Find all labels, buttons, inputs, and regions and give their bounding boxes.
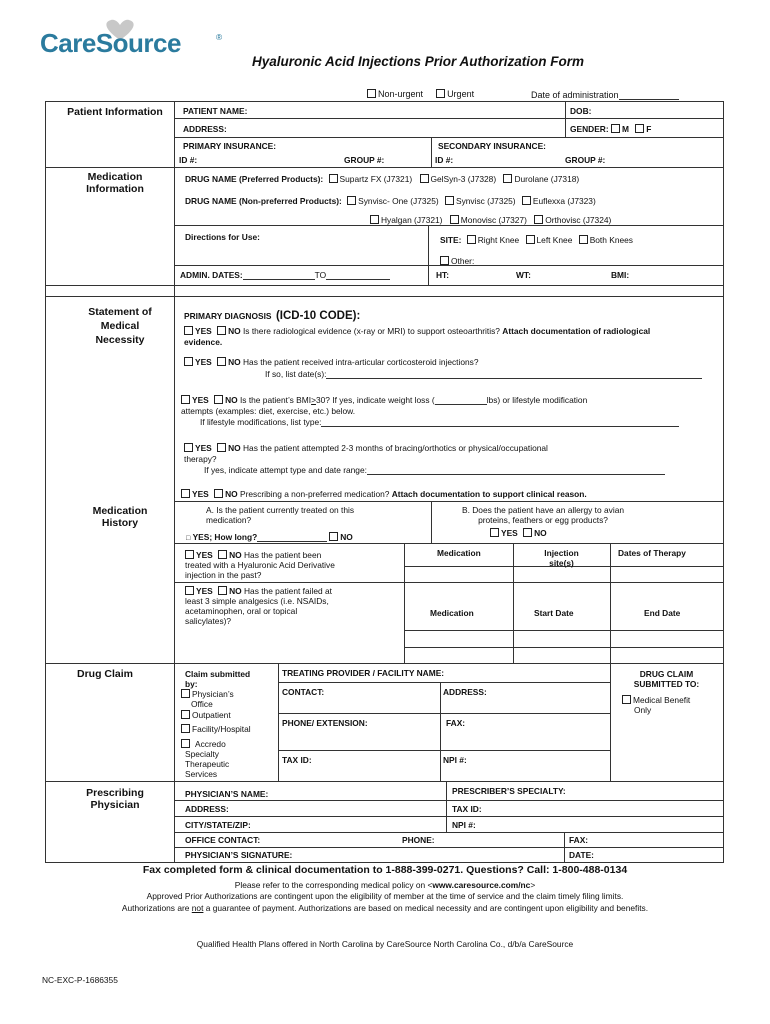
physician-office-line2: Office: [191, 699, 213, 709]
question-non-preferred: [181, 489, 587, 499]
gender-m-label: M: [621, 124, 629, 134]
question-bmi: [181, 395, 587, 405]
history-d-no-checkbox[interactable]: [218, 586, 227, 595]
non-preferred-products-row-2: [370, 215, 611, 225]
question-bracing: [184, 443, 548, 453]
history-col-dates-of-therapy: Dates of Therapy: [618, 548, 686, 558]
physician-office-line1: Physician’s: [192, 689, 234, 699]
necessity-label-line3: Necessity: [95, 334, 145, 346]
history-a-line2: medication?: [206, 515, 252, 525]
history-col-end-date: End Date: [644, 608, 681, 618]
admin-date-from-input[interactable]: [243, 270, 315, 280]
directions-for-use-field[interactable]: Directions for Use:: [185, 232, 260, 242]
history-question-c: [185, 550, 335, 580]
gender-f-checkbox[interactable]: [635, 124, 644, 133]
q3-no-label: NO: [225, 395, 238, 405]
q4-sub-label: If yes, indicate attempt type and date range:: [204, 465, 367, 475]
claim-facility-option: [181, 724, 251, 734]
urgent-label: Urgent: [447, 89, 475, 99]
q2-text: Has the patient received intra-articular corticosteroid injections?: [242, 357, 479, 367]
site-other-label: Other:: [451, 256, 475, 266]
physician-signature-field[interactable]: PHYSICIAN’S SIGNATURE:: [185, 850, 293, 860]
prescriber-specialty-field[interactable]: PRESCRIBER’S SPECIALTY:: [452, 786, 566, 796]
history-question-d: [185, 586, 332, 626]
q3-no-checkbox[interactable]: [214, 395, 223, 404]
medical-benefit-checkbox[interactable]: [622, 695, 631, 704]
medical-benefit-line2: Only: [634, 705, 652, 715]
claim-tax-id-field[interactable]: TAX ID:: [282, 755, 312, 765]
q1-text: Is there radiological evidence (x-ray or MRI) to support osteoarthritis?: [242, 326, 500, 336]
q3-yes-label: YES: [192, 395, 209, 405]
history-a-yes-label: YES; How long?: [192, 532, 258, 542]
history-a-answer-row: [186, 532, 353, 542]
q1-no-label: NO: [228, 326, 241, 336]
orthovisc-checkbox[interactable]: [534, 215, 543, 224]
q5-attach-text: Attach documentation to support clinical reason.: [391, 489, 587, 499]
primary-insurance-field[interactable]: PRIMARY INSURANCE:: [183, 141, 277, 151]
patient-name-field[interactable]: PATIENT NAME:: [183, 106, 248, 116]
q3-text-d: attempts (examples: diet, exercise, etc.) below.: [181, 406, 356, 416]
drug-claim-submitted-to: [610, 669, 723, 689]
history-a-no-checkbox[interactable]: [329, 532, 338, 541]
history-c-line3: injection in the past?: [185, 570, 262, 580]
admin-dates-to-label: TO: [314, 270, 327, 280]
section-prescribing-physician: Prescribing Physician: [86, 787, 144, 811]
logo-text: CareSource: [40, 28, 181, 58]
urgent-checkbox[interactable]: [436, 89, 445, 98]
site-other-checkbox[interactable]: [440, 256, 449, 265]
durolane-checkbox[interactable]: [503, 174, 512, 183]
synvisc-checkbox[interactable]: [445, 196, 454, 205]
q5-yes-checkbox[interactable]: [181, 489, 190, 498]
history-col-start-date: Start Date: [534, 608, 574, 618]
history-b-yes-label: YES: [501, 528, 518, 538]
medical-policy-reference: [0, 880, 770, 890]
medical-benefit-option: [622, 695, 690, 715]
history-c-yes-checkbox[interactable]: [185, 550, 194, 559]
section-patient-information: Patient Information: [67, 106, 163, 118]
accredo-line3: Therapeutic: [185, 759, 230, 769]
q5-no-label: NO: [225, 489, 238, 499]
treating-provider-field[interactable]: TREATING PROVIDER / FACILITY NAME:: [282, 668, 445, 678]
signature-date-field[interactable]: DATE:: [569, 850, 594, 860]
urgency-row: [367, 89, 474, 99]
auth-text-a: Authorizations are: [121, 903, 192, 913]
q4-no-label: NO: [228, 443, 241, 453]
facility-label: Facility/Hospital: [192, 724, 251, 734]
history-a-line1: A. Is the patient currently treated on this: [206, 505, 355, 515]
euflexxa-label: Euflexxa (J7323): [532, 196, 596, 206]
form-code: NC-EXC-P-1686355: [42, 975, 118, 985]
medical-benefit-line1: Medical Benefit: [633, 695, 691, 705]
non-urgent-checkbox[interactable]: [367, 89, 376, 98]
gender-f-label: F: [646, 124, 652, 134]
supartz-label: Supartz FX (J7321): [339, 174, 413, 184]
prescriber-city-state-zip-field[interactable]: CITY/STATE/ZIP:: [185, 820, 251, 830]
section-medication-history: Medication History: [92, 505, 148, 529]
history-c-yes-label: YES: [196, 550, 213, 560]
injection-site-line2: site(s): [549, 558, 574, 568]
right-knee-checkbox[interactable]: [467, 235, 476, 244]
left-knee-checkbox[interactable]: [526, 235, 535, 244]
history-a-yes-checkbox[interactable]: □: [186, 535, 191, 542]
hyalgan-label: Hyalgan (J7321): [381, 215, 443, 225]
payment-guarantee-note: [0, 903, 770, 913]
gender-label: GENDER:: [570, 124, 609, 134]
q2-no-checkbox[interactable]: [217, 357, 226, 366]
q2-no-label: NO: [228, 357, 241, 367]
durolane-label: Durolane (J7318): [514, 174, 580, 184]
claim-outpatient-option: [181, 710, 231, 720]
non-preferred-products-label: DRUG NAME (Non-preferred Products):: [185, 196, 342, 206]
refer-text-end: >: [530, 880, 536, 890]
secondary-id-field[interactable]: ID #:: [435, 155, 454, 165]
greater-equal-symbol: >: [311, 395, 316, 405]
q5-no-checkbox[interactable]: [214, 489, 223, 498]
prescriber-fax-field[interactable]: FAX:: [569, 835, 589, 845]
date-of-administration: [531, 89, 679, 100]
q1-yes-checkbox[interactable]: [184, 326, 193, 335]
approved-authorizations-note: Approved Prior Authorizations are contingent upon the eligibility of member at the time of service and the claim timely filing limits.: [146, 891, 624, 901]
fax-instructions: Fax completed form & clinical documentation to 1-888-399-0271. Questions? Call: 1-800-488-0134: [142, 864, 628, 876]
history-d-yes-checkbox[interactable]: [185, 586, 194, 595]
claim-submitted-by: [185, 669, 250, 689]
section-drug-claim: Drug Claim: [76, 668, 133, 680]
history-c-no-checkbox[interactable]: [218, 550, 227, 559]
history-c-line2: treated with a Hyaluronic Acid Derivative: [185, 560, 335, 570]
q4-text-b: therapy?: [184, 454, 217, 464]
facility-checkbox[interactable]: [181, 724, 190, 733]
auth-text-b: a guarantee of payment. Authorizations are based on medical necessity and are contingent upon eligibility and benefits.: [203, 903, 649, 913]
qualified-health-plans-note: Qualified Health Plans offered in North Carolina by CareSource North Carolina Co., d/b/a CareSource: [196, 939, 574, 949]
history-c-no-label: NO: [229, 550, 242, 560]
section-medication-information: Medication Information: [86, 171, 144, 195]
q3-text-c: lbs) or lifestyle modification: [486, 395, 588, 405]
history-col-medication: Medication: [437, 548, 481, 558]
q1-attach-text: Attach documentation of radiological evidence.: [184, 326, 651, 347]
admin-date-to-input[interactable]: [326, 270, 390, 280]
history-d-line1: Has the patient failed at: [243, 586, 332, 596]
euflexxa-checkbox[interactable]: [522, 196, 531, 205]
history-d-line4: salicylates)?: [185, 616, 232, 626]
non-urgent-label: Non-urgent: [378, 89, 424, 99]
q4-text: Has the patient attempted 2-3 months of bracing/orthotics or physical/occupational: [242, 443, 548, 453]
q4-no-checkbox[interactable]: [217, 443, 226, 452]
q1-no-checkbox[interactable]: [217, 326, 226, 335]
site-row: [440, 235, 633, 245]
history-question-b: [462, 505, 624, 525]
supartz-checkbox[interactable]: [329, 174, 338, 183]
history-col-injection-site: [513, 548, 610, 568]
weight-field[interactable]: WT:: [516, 270, 531, 280]
auth-text-not: not: [191, 903, 204, 913]
page-title: Hyaluronic Acid Injections Prior Authorization Form: [252, 54, 585, 69]
necessity-label-line2: Medical: [100, 320, 140, 332]
claim-npi-field[interactable]: NPI #:: [443, 755, 467, 765]
q4-sub-row: [204, 465, 665, 475]
outpatient-label: Outpatient: [192, 710, 231, 720]
history-b-yes-checkbox[interactable]: [490, 528, 499, 537]
synvisc-one-checkbox[interactable]: [347, 196, 356, 205]
caresource-policy-link[interactable]: www.caresource.com/nc: [432, 880, 531, 890]
secondary-group-field[interactable]: GROUP #:: [565, 155, 606, 165]
synvisc-label: Synvisc (J7325): [456, 196, 516, 206]
q3-yes-checkbox[interactable]: [181, 395, 190, 404]
date-admin-field[interactable]: [619, 89, 679, 100]
claim-phone-extension-field[interactable]: PHONE/ EXTENSION:: [282, 718, 368, 728]
monovisc-checkbox[interactable]: [450, 215, 459, 224]
accredo-line1: Accredo: [195, 739, 226, 749]
accredo-line2: Specialty: [185, 749, 219, 759]
claim-submitted-line2: by:: [185, 679, 198, 689]
drug-claim-line1: DRUG CLAIM: [639, 669, 694, 679]
q5-yes-label: YES: [192, 489, 209, 499]
q2-sub-row: [265, 369, 702, 379]
history-d-line3: acetaminophen, oral or topical: [185, 606, 298, 616]
section-statement-of-medical-necessity: [65, 305, 175, 347]
history-d-no-label: NO: [229, 586, 242, 596]
primary-id-field[interactable]: ID #:: [179, 155, 198, 165]
non-preferred-products-row: [185, 196, 596, 206]
history-col-medication-2: Medication: [430, 608, 474, 618]
physician-name-field[interactable]: PHYSICIAN’S NAME:: [185, 789, 269, 799]
q4-yes-checkbox[interactable]: [184, 443, 193, 452]
claim-address-field[interactable]: ADDRESS:: [443, 687, 487, 697]
claim-physician-office-option: [181, 689, 234, 709]
q4-yes-label: YES: [195, 443, 212, 453]
logo: [40, 18, 240, 58]
preferred-products-row: [185, 174, 579, 184]
prescriber-tax-id-field[interactable]: TAX ID:: [452, 804, 482, 814]
history-b-line2: proteins, feathers or egg products?: [478, 515, 608, 525]
injection-site-line1: Injection: [544, 548, 579, 558]
hyalgan-checkbox[interactable]: [370, 215, 379, 224]
question-corticosteroid: [184, 357, 479, 367]
accredo-line4: Services: [185, 769, 218, 779]
preferred-products-label: DRUG NAME (Preferred Products):: [185, 174, 324, 184]
history-d-line2: least 3 simple analgesics (i.e. NSAIDs,: [185, 596, 329, 606]
icd-code-label: (ICD-10 CODE):: [275, 310, 361, 322]
q3-sub-row: [200, 417, 679, 427]
drug-claim-line2: SUBMITTED TO:: [633, 679, 700, 689]
q2-dates-input[interactable]: [326, 369, 702, 379]
date-admin-label: Date of administration: [531, 90, 619, 100]
logo-registered-mark: ®: [216, 32, 223, 42]
height-field[interactable]: HT:: [436, 270, 450, 280]
q3-text-b: 30? If yes, indicate weight loss (: [315, 395, 435, 405]
left-knee-label: Left Knee: [536, 235, 573, 245]
lifestyle-type-input[interactable]: [321, 417, 679, 427]
gender-m-checkbox[interactable]: [611, 124, 620, 133]
bmi-field[interactable]: BMI:: [611, 270, 630, 280]
both-knees-checkbox[interactable]: [579, 235, 588, 244]
address-field[interactable]: ADDRESS:: [183, 124, 227, 134]
site-other-input[interactable]: [474, 256, 680, 266]
history-d-yes-label: YES: [196, 586, 213, 596]
refer-text: Please refer to the corresponding medical policy on <: [234, 880, 433, 890]
claim-contact-field[interactable]: CONTACT:: [282, 687, 325, 697]
history-c-line1: Has the patient been: [243, 550, 322, 560]
history-b-line1: B. Does the patient have an allergy to avian: [462, 505, 625, 515]
history-a-duration-input[interactable]: [257, 532, 327, 542]
accredo-checkbox[interactable]: [181, 739, 190, 748]
orthovisc-label: Orthovisc (J7324): [545, 215, 612, 225]
weight-loss-input[interactable]: [435, 395, 487, 405]
gelsyn-label: GelSyn-3 (J7328): [430, 174, 497, 184]
claim-submitted-line1: Claim submitted: [185, 669, 251, 679]
bracing-attempt-input[interactable]: [367, 465, 665, 475]
q3-text-a: Is the patient’s BMI: [239, 395, 312, 405]
history-a-no-label: NO: [340, 532, 353, 542]
q3-sub-label: If lifestyle modifications, list type:: [200, 417, 322, 427]
office-contact-field[interactable]: OFFICE CONTACT:: [185, 835, 261, 845]
synvisc-one-label: Synvisc- One (J7325): [358, 196, 439, 206]
q2-sub-label: If so, list date(s):: [265, 369, 327, 379]
secondary-insurance-field[interactable]: SECONDARY INSURANCE:: [438, 141, 546, 151]
admin-dates-row: [180, 270, 390, 280]
both-knees-label: Both Knees: [589, 235, 633, 245]
site-label: SITE:: [440, 235, 462, 245]
dob-field[interactable]: DOB:: [570, 106, 592, 116]
prescriber-npi-field[interactable]: NPI #:: [452, 820, 476, 830]
primary-diagnosis-field[interactable]: [184, 306, 360, 324]
outpatient-checkbox[interactable]: [181, 710, 190, 719]
right-knee-label: Right Knee: [477, 235, 520, 245]
history-b-no-label: NO: [534, 528, 547, 538]
admin-dates-label: ADMIN. DATES:: [180, 270, 243, 280]
q2-yes-label: YES: [195, 357, 212, 367]
q2-yes-checkbox[interactable]: [184, 357, 193, 366]
gelsyn-checkbox[interactable]: [420, 174, 429, 183]
question-radiological-evidence: [184, 326, 654, 348]
gender-field: [570, 124, 651, 134]
claim-accredo-option: [181, 739, 229, 779]
history-b-no-checkbox[interactable]: [523, 528, 532, 537]
history-question-a: [206, 505, 354, 525]
prescriber-phone-field[interactable]: PHONE:: [402, 835, 435, 845]
claim-fax-field[interactable]: FAX:: [446, 718, 466, 728]
primary-diagnosis-label: PRIMARY DIAGNOSIS: [184, 311, 272, 321]
q1-yes-label: YES: [195, 326, 212, 336]
physician-office-checkbox[interactable]: [181, 689, 190, 698]
history-b-answer-row: [490, 528, 547, 538]
necessity-label-line1: Statement of: [88, 306, 152, 318]
prescriber-address-field[interactable]: ADDRESS:: [185, 804, 229, 814]
site-other-row: [440, 256, 680, 266]
primary-group-field[interactable]: GROUP #:: [344, 155, 385, 165]
monovisc-label: Monovisc (J7327): [460, 215, 527, 225]
q5-text: Prescribing a non-preferred medication?: [239, 489, 390, 499]
